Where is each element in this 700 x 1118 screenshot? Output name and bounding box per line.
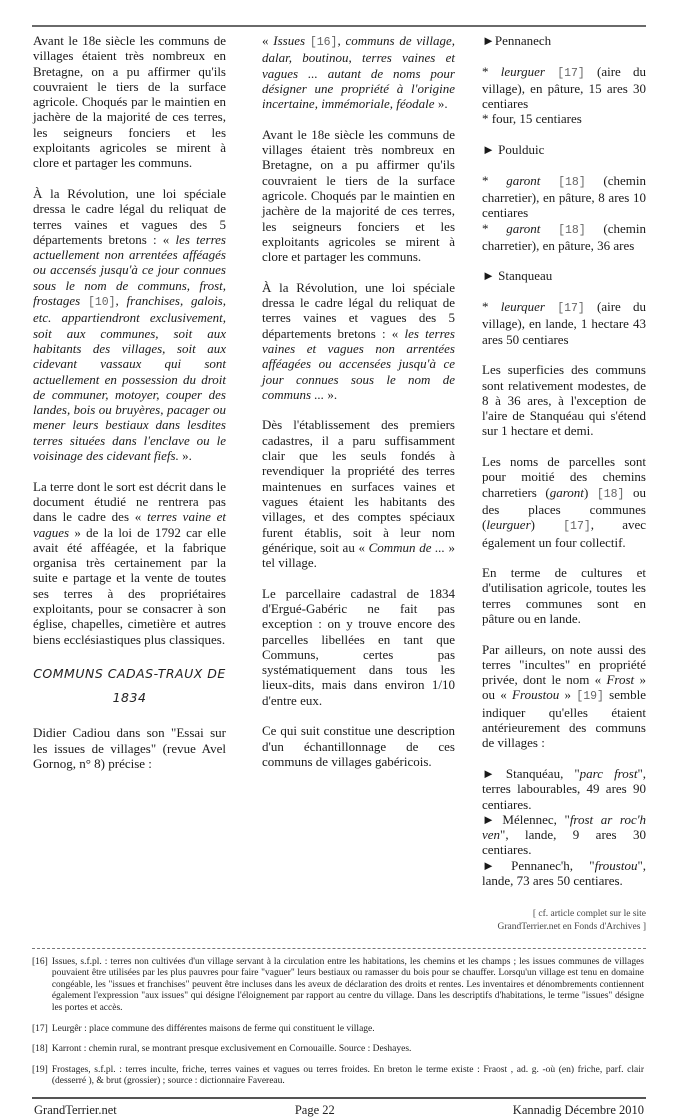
text-run: *	[482, 220, 507, 236]
text-run: ►Pennanech	[482, 33, 552, 48]
paragraph	[482, 142, 646, 157]
column-1	[33, 33, 226, 787]
text-run	[545, 299, 557, 314]
text-run: , franchises, galois, etc. appartiendront exclusivement, soit aux communes, soit aux habitants des villages, soit aux cidevant vassaux qui sont actuellement en possession du droit de communer, motoyer, couper des landes, bois ou bruyères, pacager ou mener leurs bestiaux dans lesdites terres situées dans l'enclave ou le voisinage des cidevant fiefs.	[33, 293, 226, 464]
text-run: ».	[434, 96, 448, 112]
footnote-text: Frostages, s.f.pl. : terres inculte, friche, terres vaines et vagues ou terres froides. En breton le terme existe : Fraost , ad. g. -où (en) friche, parf. clair (desserré ), & brut (grossier) ; source : dictionnaire Favereau.	[51, 1064, 644, 1087]
text-run: » tel village.	[262, 539, 455, 571]
text-run: Frost	[606, 672, 635, 688]
text-run: ou des places communes (	[482, 484, 646, 533]
paragraph	[482, 454, 646, 550]
text-run: *	[482, 172, 507, 188]
text-run: garont	[506, 220, 541, 236]
bottom-rule	[32, 1097, 646, 1099]
footnote-19	[32, 1065, 644, 1088]
paragraph	[33, 479, 226, 647]
footnote-ref-link[interactable]: [19]	[576, 690, 604, 704]
footnote-text: Karront : chemin rural, se montrant presque exclusivement en Cornouaille. Source : Deshayes.	[51, 1044, 412, 1055]
paragraph	[482, 642, 646, 751]
text-run: Didier Cadiou dans son "Essai sur les issues de villages" (revue Avel Gornog, n° 8) précise :	[33, 725, 226, 772]
footer	[32, 1103, 646, 1118]
text-run: les terres actuellement non arrentées afféagés ou accensés jusqu'à ce jour connues sous le nom de communs, frost, frostages	[33, 231, 226, 309]
footnote-ref-link[interactable]: [17]	[563, 520, 591, 534]
text-run: » de la loi de 1792 car elle avait été afféagée, et la fabrique organisa très certainement par la suite e partage et la vente de toutes ses terres à des propriétaires exploitants, pour se consacrer à son église, chapelles, cimetière et autres biens ecclésiastiques plus classiques.	[33, 524, 226, 647]
footnote-ref-link[interactable]: [18]	[596, 487, 625, 501]
text-run: semble indiquer qu'elles étaient antérieurement des communs de villages :	[482, 687, 647, 751]
text-run: ► Pennanec'h, "	[482, 857, 595, 873]
text-run: ", terres labourables, 49 ares 90 centiares.	[482, 765, 646, 812]
page	[32, 0, 646, 1118]
text-run: «	[262, 33, 274, 48]
text-run: La terre dont le sort est décrit dans le document étudié ne rentrera pas dans le cadre des «	[33, 478, 226, 525]
footnote-17	[32, 1024, 644, 1036]
text-run: , communs de village, dalar, boutinou, terres vaines et vagues ... autant de noms pour désigner une propriété à l'origine incertaine, immémoriale, féodale	[262, 33, 455, 112]
footnote-text: Leurgêr : place commune des différentes maisons de ferme qui constituent le village.	[51, 1023, 375, 1034]
section-heading	[33, 662, 226, 710]
footnote-ref-link[interactable]: [17]	[557, 302, 585, 316]
text-run: ► Poulduic	[482, 142, 545, 158]
text-run: parc frost	[579, 765, 638, 781]
text-run: les terres vaines et vagues non arrentées afféagées ou accensées jusqu'à ce jour connues sous le nom de communs ...	[262, 325, 455, 402]
text-run: À la Révolution, une loi spéciale dressa le cadre légal du reliquat de terres vaines et vagues des 5 départements bretons : «	[262, 279, 455, 341]
footer-issue: Kannadig Décembre 2010	[512, 1102, 644, 1117]
text-run	[540, 221, 558, 236]
text-run: » ou «	[482, 672, 646, 703]
footnote-number: [18]	[32, 1044, 48, 1055]
text-run: À la Révolution, une loi spéciale dressa le cadre légal du reliquat de terres vaines et vagues des 5 départements bretons : «	[33, 185, 226, 247]
paragraph	[482, 33, 646, 48]
paragraph	[262, 127, 455, 265]
text-run: Le parcellaire cadastral de 1834 d'Ergué-Gabéric ne fait pas exception : on y trouve encore des parcelles libellées en tant que Communs, certes pas systématiquement dans tous les lieux-dits, mais dans environ 1/10 d'entre eux.	[262, 585, 455, 708]
paragraph	[482, 64, 646, 127]
text-run: froustou	[594, 857, 638, 873]
paragraph	[33, 186, 226, 463]
footnote-separator	[32, 948, 646, 949]
paragraph	[262, 280, 455, 402]
text-run: ».	[178, 448, 192, 464]
text-run: COMMUNS CADAS-TRAUX DE 1834	[33, 666, 226, 706]
paragraph	[262, 33, 455, 111]
text-run	[545, 64, 557, 79]
paragraph	[262, 586, 455, 708]
footnote-ref-link[interactable]: [18]	[558, 223, 586, 237]
text-run: »	[559, 687, 577, 703]
text-run: Par ailleurs, on note aussi des terres "incultes" en propriété privée, dont le nom «	[482, 641, 646, 688]
text-run: (chemin charretier), en pâture, 36 ares	[482, 220, 647, 253]
footnote-ref-link[interactable]: [18]	[558, 175, 586, 189]
text-run: ».	[324, 386, 338, 402]
column-3	[482, 33, 646, 904]
paragraph	[33, 725, 226, 771]
text-run: (chemin charretier), en pâture, 8 ares 10 centiares	[482, 172, 647, 221]
column-2	[262, 33, 455, 785]
text-run: Froustou	[512, 687, 560, 703]
text-run: Commun de ...	[368, 539, 445, 555]
text-run: Issues	[273, 33, 310, 48]
paragraph	[482, 268, 646, 283]
paragraph	[262, 417, 455, 570]
text-run: Dès l'établissement des premiers cadastres, il a paru suffisamment clair que les seuls fondés à revendiquer la propriété des terres maintenues en surfaces vaines et vagues étaient les habitants des villages, et des comptes spéciaux furent établis, soit à leur nom générique, soit au «	[262, 417, 455, 555]
footnote-number: [19]	[32, 1064, 48, 1075]
text-run: leurquer	[500, 299, 545, 315]
footnote-ref-link[interactable]: [16]	[309, 36, 338, 49]
text-run: ► Stanqueau	[482, 268, 553, 284]
text-run: ", lande, 9 ares 30 centiares.	[482, 827, 646, 858]
text-run: ► Stanquéau, "	[482, 765, 580, 781]
text-run: garont	[506, 172, 541, 188]
paragraph	[482, 173, 646, 253]
text-run: frost ar roc'h ven	[482, 811, 646, 843]
text-run: )	[530, 517, 564, 533]
paragraph	[262, 723, 455, 769]
footer-page-number: Page 22	[294, 1102, 335, 1117]
text-run: (aire du village), en lande, 1 hectare 43 ares 50 centiares	[482, 299, 647, 347]
text-run: En terme de cultures et d'utilisation agricole, toutes les terres communes sont en pâture ou en lande.	[482, 565, 646, 626]
text-run: ► Mélennec, "	[482, 811, 570, 827]
text-run: ", lande, 73 ares 50 centiares.	[482, 857, 646, 889]
paragraph	[482, 299, 646, 347]
paragraph	[33, 33, 226, 171]
text-run: Avant le 18e siècle les communs de villages étaient très nombreux en Bretagne, on a pu affirmer qu'ils couvraient le tiers de la surface agricole. Choqués par le maintien en jachère de la majorité de ces terres, les seigneurs fonciers et les exploitants agricoles se mirent à clore et partager les communs.	[262, 126, 455, 265]
text-run: Les superficies des communs sont relativement modestes, de 8 à 36 ares, à l'exception de l'aire de Stanquéau qui s'étend sur 1 hectare et demi.	[482, 362, 646, 439]
article-credit: [ cf. article complet sur le site GrandTerrier.net en Fonds d'Archives ]	[497, 908, 646, 932]
text-run: )	[583, 484, 597, 500]
columns	[32, 33, 646, 904]
paragraph	[482, 565, 646, 626]
text-run: *	[482, 63, 501, 79]
text-run: terres vaine et vagues	[33, 509, 226, 540]
text-run	[540, 173, 558, 188]
footer-site: GrandTerrier.net	[34, 1102, 117, 1117]
paragraph	[482, 766, 646, 888]
text-run: garont	[549, 484, 584, 500]
footnote-16	[32, 957, 644, 1015]
text-run: * four, 15 centiares	[482, 111, 582, 127]
top-rule	[32, 25, 646, 27]
text-run: (aire du village), en pâture, 15 ares 30 centiares	[482, 63, 647, 112]
text-run: leurguer	[486, 517, 531, 533]
footnote-number: [16]	[32, 956, 48, 967]
footnote-ref-link[interactable]: [17]	[557, 66, 585, 80]
footnote-text: Issues, s.f.pl. : terres non cultivées d'un village servant à la circulation entre les habitations, les chemins et les champs ; les issues communes de villages pouvaient être utilisées par les plus pauvres pour faire "vaguer" leurs bestiaux ou ramasser du bois pour se chauffer. Lorsqu'un village est tenu en domaine congéable, les "issues et franchises" peuvent être incluses dans les aveux de déclaration des droits et rentes. Les inventaires et dénombrements contiennent également l'expression "aux issues" qui désigne l'éloignement par rapport au centre du village. Dans les descriptifs d'habitations, le terme "issues" désigne les portes et accès.	[51, 956, 644, 1013]
text-run: Les noms de parcelles sont pour moitié des chemins charretiers (	[482, 454, 646, 500]
footnotes	[32, 957, 644, 1088]
text-run: leurguer	[500, 63, 545, 79]
footnote-18	[32, 1044, 644, 1056]
text-run: Ce qui suit constitue une description d'un échantillonnage de ces communs de villages gabéricois.	[262, 723, 455, 769]
footnote-ref-link[interactable]: [10]	[87, 296, 116, 310]
footnote-number: [17]	[32, 1023, 48, 1034]
text-run: , avec également un four collectif.	[482, 517, 646, 550]
text-run: Avant le 18e siècle les communs de villages étaient très nombreux en Bretagne, on a pu affirmer qu'ils couvraient le tiers de la surface agricole. Choqués par le maintien en jachère de la majorité de ces terres, les seigneurs fonciers et les exploitants agricoles se mirent à clore et partager les communs.	[33, 33, 226, 171]
text-run: *	[482, 299, 501, 315]
paragraph	[482, 362, 646, 438]
